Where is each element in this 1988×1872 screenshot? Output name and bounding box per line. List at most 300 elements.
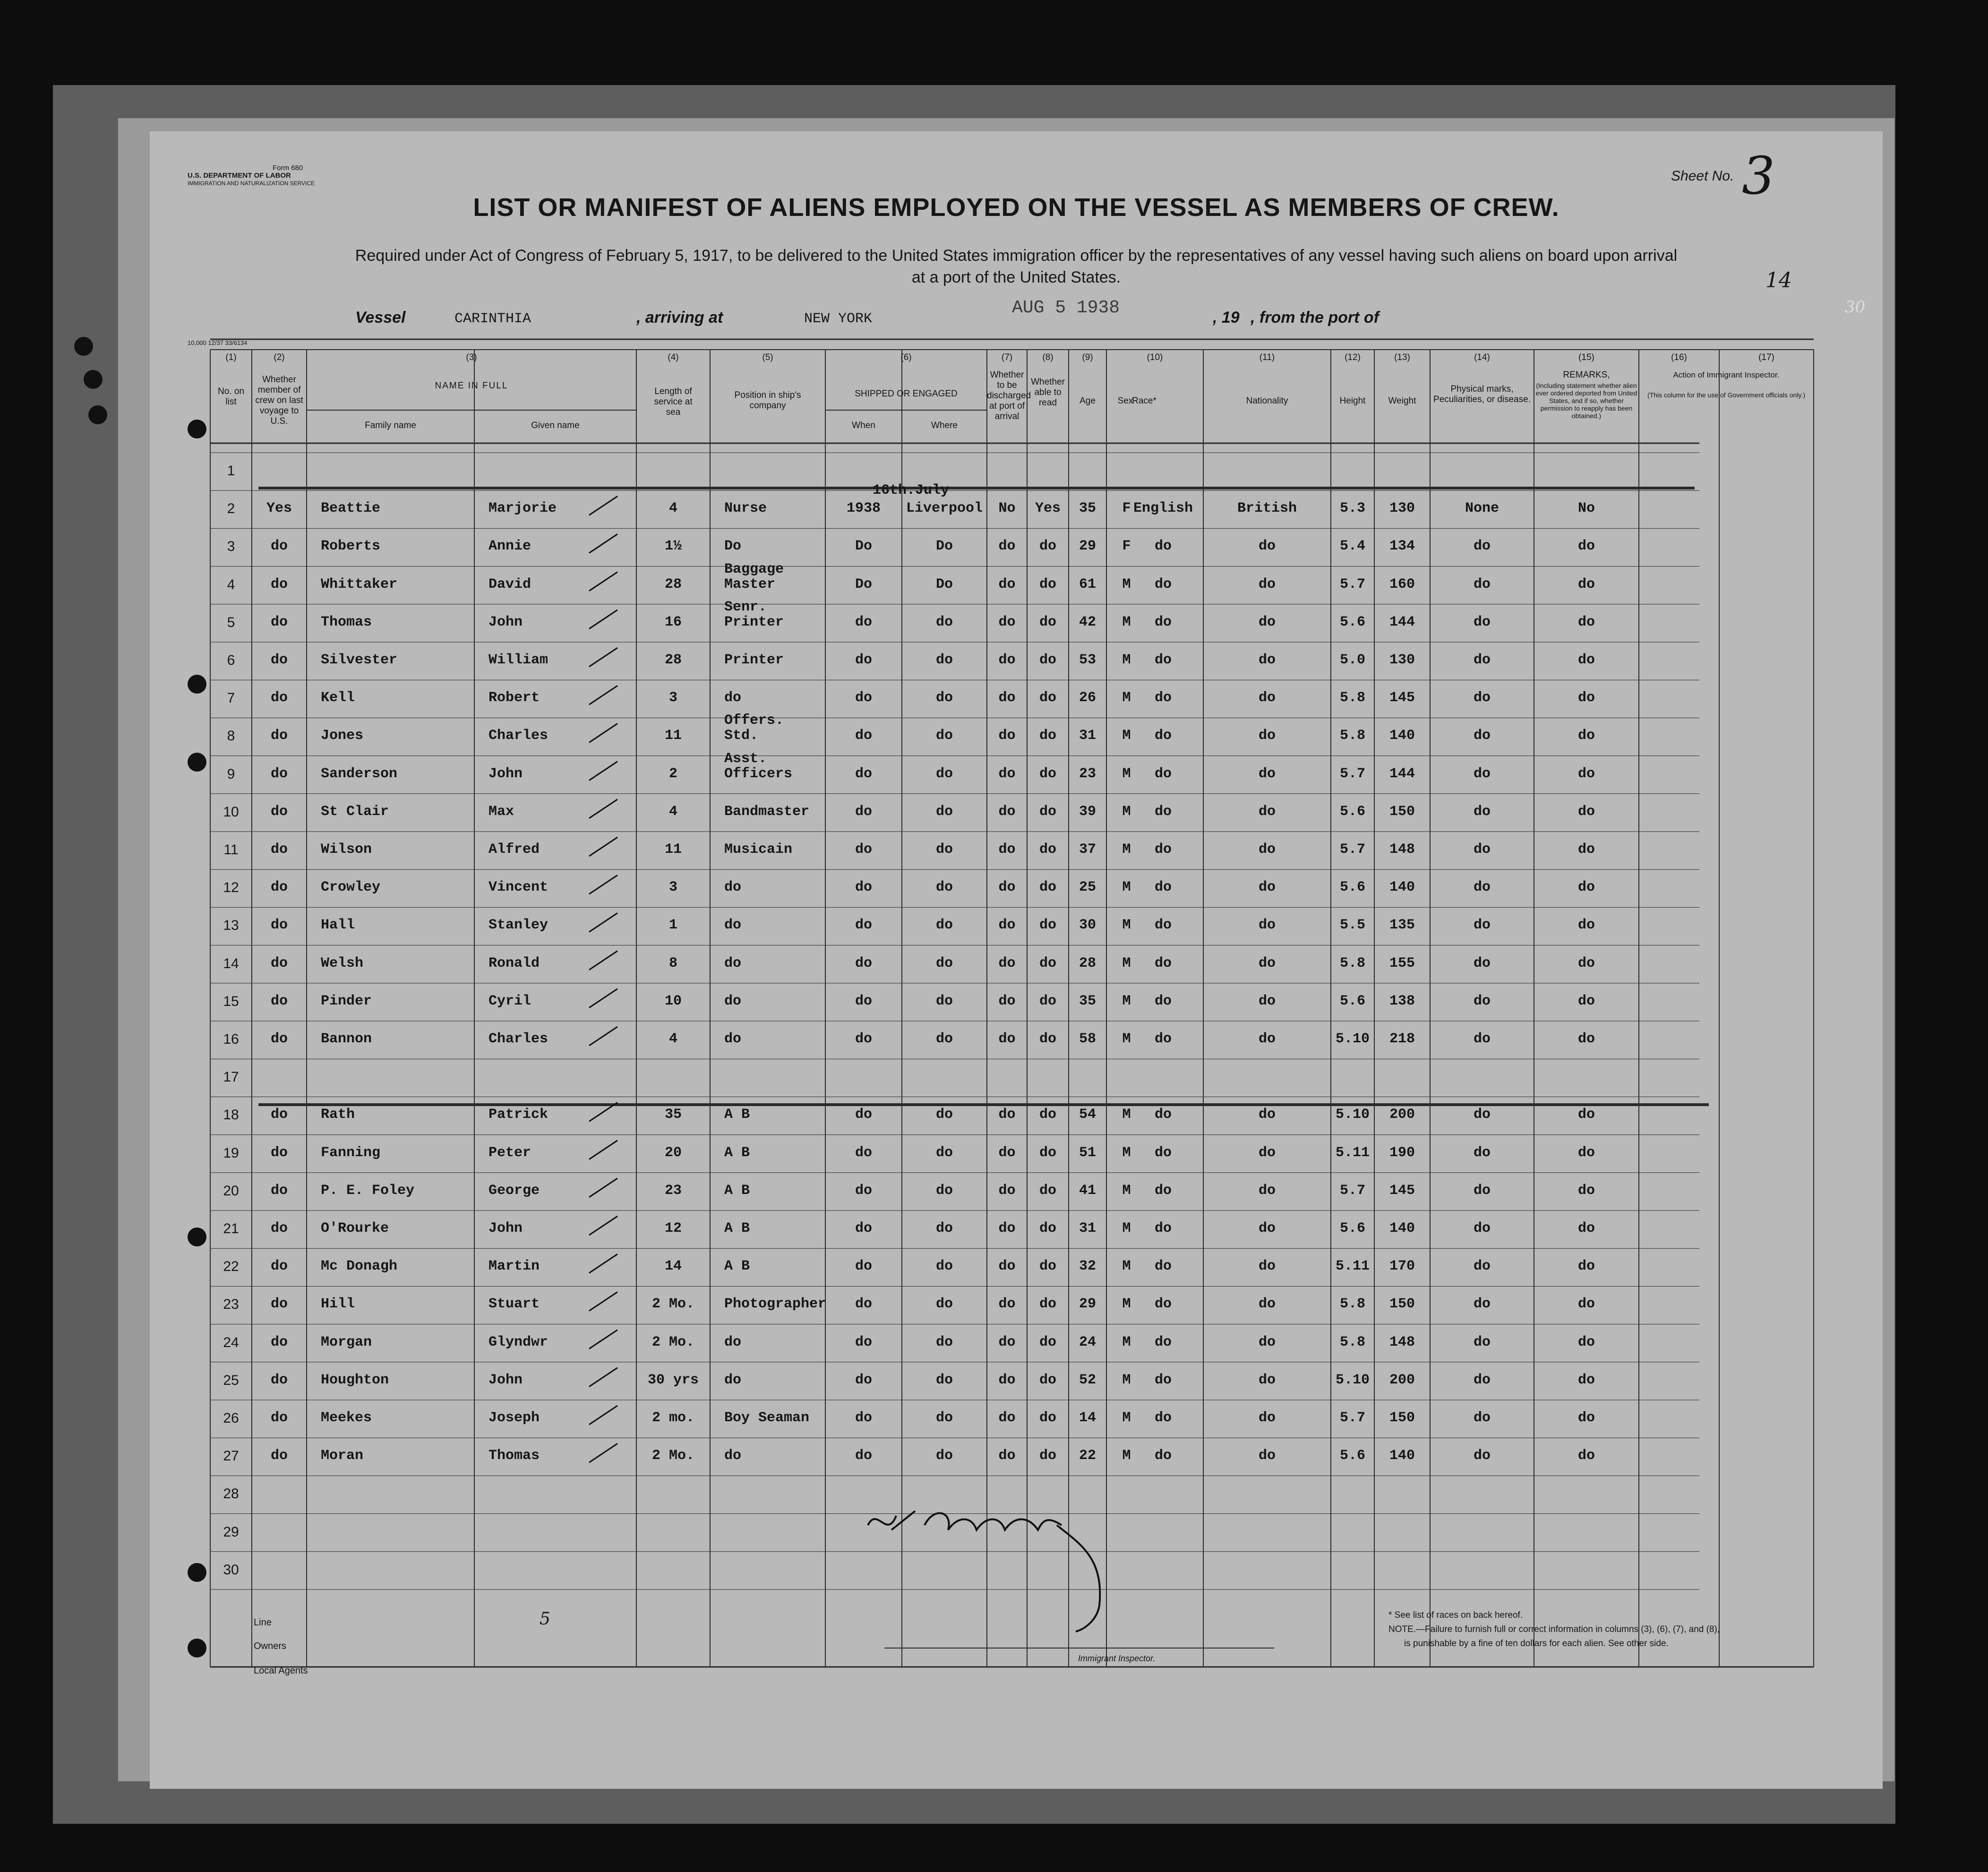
cell-sex: M (1122, 917, 1131, 934)
column-number: (8) (1042, 352, 1054, 362)
cell-given: Martin (488, 1258, 540, 1275)
cell-disch: do (998, 652, 1016, 668)
cell-family: P. E. Foley (321, 1182, 415, 1199)
cell-race: do (1154, 1296, 1172, 1313)
year-label: , 19 (1213, 309, 1240, 326)
cell-position: A B (724, 1258, 750, 1275)
cell-position: do (724, 917, 742, 934)
cell-phys: do (1473, 1334, 1491, 1350)
cell-age: 37 (1079, 842, 1096, 858)
cell-position: Bandmaster (724, 803, 810, 820)
cell-remarks: No (1577, 500, 1595, 517)
cell-when-top: 16th.July (873, 482, 950, 499)
cell-crew: do (270, 917, 288, 934)
cell-crew: do (270, 576, 288, 593)
cell-crew: do (270, 803, 288, 820)
cell-where: do (935, 955, 953, 971)
cell-length: 28 (664, 652, 682, 668)
cell-position: do (724, 1334, 742, 1350)
cell-weight: 155 (1389, 955, 1415, 971)
cell-age: 22 (1079, 1448, 1096, 1464)
cell-sex: M (1122, 1182, 1131, 1199)
cell-crew: do (270, 955, 288, 971)
cell-nat: do (1258, 1334, 1276, 1350)
cell-crew: do (270, 1144, 288, 1161)
cell-read: do (1039, 690, 1056, 706)
cell-race: do (1154, 690, 1172, 706)
cell-height: 5.7 (1339, 765, 1365, 782)
cell-weight: 140 (1389, 1220, 1415, 1237)
cell-length: 14 (664, 1258, 682, 1275)
cell-height: 5.11 (1335, 1258, 1370, 1275)
cell-weight: 130 (1389, 500, 1415, 517)
cell-age: 25 (1079, 879, 1096, 896)
cell-nat: do (1258, 1258, 1276, 1275)
cell-family: Morgan (321, 1334, 372, 1350)
cell-sex: M (1122, 993, 1131, 1009)
cell-position-top: Asst. (724, 750, 767, 767)
cell-length: 20 (664, 1144, 682, 1161)
cell-disch: do (998, 1296, 1016, 1313)
cell-remarks: do (1577, 1372, 1595, 1388)
cell-position: A B (724, 1107, 750, 1123)
cell-length: 4 (668, 1031, 677, 1047)
cell-where: do (935, 1220, 953, 1237)
cell-nat: do (1258, 690, 1276, 706)
sheet-label: Sheet No. (1671, 168, 1734, 184)
cell-disch: do (998, 614, 1016, 630)
cell-race: do (1154, 803, 1172, 820)
cell-where: do (935, 842, 953, 858)
cell-when: do (855, 1220, 872, 1237)
cell-given: John (488, 614, 523, 630)
cell-race: do (1154, 728, 1172, 744)
cell-position: Std. (724, 728, 759, 744)
cell-height: 5.6 (1339, 1220, 1365, 1237)
manifest-page (150, 131, 1883, 1789)
cell-age: 42 (1079, 614, 1096, 630)
cell-position-top: Senr. (724, 599, 767, 615)
cell-remarks: do (1577, 1182, 1595, 1199)
cell-sex: M (1122, 1258, 1131, 1275)
cell-weight: 140 (1389, 728, 1415, 744)
cell-nat: do (1258, 765, 1276, 782)
cell-given: Peter (488, 1144, 531, 1161)
cell-family: Fanning (321, 1144, 381, 1161)
cell-sex: M (1122, 1410, 1131, 1426)
cell-disch: do (998, 1107, 1016, 1123)
cell-position: Printer (724, 614, 784, 630)
form-dept: U.S. DEPARTMENT OF LABOR (188, 172, 291, 180)
cell-age: 31 (1079, 1220, 1096, 1237)
cell-read: do (1039, 576, 1056, 593)
cell-length: 10 (664, 993, 682, 1009)
cell-remarks: do (1577, 1220, 1595, 1237)
cell-nat: do (1258, 879, 1276, 896)
cell-sex: M (1122, 1144, 1131, 1161)
cell-family: Kell (321, 690, 355, 706)
punch-hole (84, 370, 103, 389)
cell-read: do (1039, 917, 1056, 934)
cell-position: A B (724, 1220, 750, 1237)
cell-remarks: do (1577, 879, 1595, 896)
column-number: (16) (1671, 352, 1687, 362)
cell-nat: do (1258, 1448, 1276, 1464)
cell-sex: M (1122, 1107, 1131, 1123)
cell-remarks: do (1577, 728, 1595, 744)
cell-nat: do (1258, 842, 1276, 858)
page-subtitle: Required under Act of Congress of February 5, 1917, to be delivered to the United States immigration officer by the representatives of any vessel having such aliens on board upon arrival at a port of the United States. (355, 247, 1678, 286)
column-number: (17) (1758, 352, 1774, 362)
cell-position-top: Baggage (724, 561, 784, 577)
cell-remarks: do (1577, 1448, 1595, 1464)
cell-crew: do (270, 1220, 288, 1237)
cell-sex: M (1122, 955, 1131, 971)
header-age: Age (1080, 396, 1096, 406)
cell-age: 31 (1079, 728, 1096, 744)
cell-disch: do (998, 690, 1016, 706)
column-number: (6) (900, 352, 912, 362)
cell-position: Musicain (724, 842, 793, 858)
cell-given: Patrick (488, 1107, 548, 1123)
row-number: 29 (223, 1524, 239, 1540)
cell-read: do (1039, 993, 1056, 1009)
header-length-service: Length of service at sea (654, 386, 693, 417)
cell-phys: do (1473, 917, 1491, 934)
cell-height: 5.6 (1339, 1448, 1365, 1464)
cell-phys: do (1473, 690, 1491, 706)
cell-disch: do (998, 728, 1016, 744)
cell-age: 23 (1079, 765, 1096, 782)
cell-disch: do (998, 1258, 1016, 1275)
cell-phys: do (1473, 765, 1491, 782)
row-number: 3 (227, 539, 235, 555)
cell-read: do (1039, 1031, 1056, 1047)
cell-when: do (855, 1258, 872, 1275)
cell-where: do (935, 879, 953, 896)
row-number: 6 (227, 653, 235, 668)
row-number: 5 (227, 614, 235, 630)
cell-read: do (1039, 1107, 1056, 1123)
header-nationality: Nationality (1246, 396, 1288, 406)
cell-weight: 140 (1389, 1448, 1415, 1464)
header-sex: Sex (1117, 396, 1133, 406)
cell-remarks: do (1577, 917, 1595, 934)
cell-age: 30 (1079, 917, 1096, 934)
cell-where: do (935, 1144, 953, 1161)
cell-length: 28 (664, 576, 682, 593)
column-number: (3) (466, 352, 477, 362)
cell-height: 5.7 (1339, 1182, 1365, 1199)
cell-where: do (935, 652, 953, 668)
cell-nat: do (1258, 1410, 1276, 1426)
cell-family: Silvester (321, 652, 398, 668)
cell-height: 5.6 (1339, 803, 1365, 820)
cell-phys: do (1473, 1144, 1491, 1161)
cell-sex: M (1122, 728, 1131, 744)
cell-nat: do (1258, 917, 1276, 934)
cell-crew: do (270, 538, 288, 555)
cell-race: do (1154, 1144, 1172, 1161)
cell-nat: do (1258, 728, 1276, 744)
row-number: 27 (223, 1448, 239, 1464)
cell-phys: do (1473, 1107, 1491, 1123)
row-number: 4 (227, 576, 235, 593)
cell-position: do (724, 1448, 742, 1464)
cell-sex: M (1122, 690, 1131, 706)
cell-height: 5.8 (1339, 690, 1365, 706)
cell-sex: M (1122, 1448, 1131, 1464)
cell-given: Ronald (488, 955, 540, 971)
cell-given: David (488, 576, 531, 593)
cell-family: Bannon (321, 1031, 372, 1047)
cell-age: 29 (1079, 538, 1096, 555)
row-number: 24 (223, 1334, 239, 1350)
cell-where: do (935, 690, 953, 706)
cell-when: 1938 (846, 500, 881, 517)
cell-given: John (488, 1220, 523, 1237)
cell-where: Do (935, 576, 953, 593)
cell-family: Sanderson (321, 765, 398, 782)
cell-disch: No (998, 500, 1016, 517)
cell-position: do (724, 879, 742, 896)
cell-read: do (1039, 955, 1056, 971)
cell-family: Rath (321, 1107, 355, 1123)
row-number: 15 (223, 993, 239, 1009)
cell-disch: do (998, 917, 1016, 934)
cell-given: Vincent (488, 879, 548, 896)
cell-weight: 200 (1389, 1372, 1415, 1388)
column-number: (11) (1259, 352, 1275, 362)
cell-when: do (855, 614, 872, 630)
cell-given: Joseph (488, 1410, 540, 1426)
cell-phys: None (1465, 500, 1499, 517)
cell-crew: do (270, 1372, 288, 1388)
cell-when: do (855, 1182, 872, 1199)
cell-age: 32 (1079, 1258, 1096, 1275)
column-number: (12) (1345, 352, 1361, 362)
cell-when: Do (855, 576, 872, 593)
cell-sex: M (1122, 765, 1131, 782)
header-position: Position in ship's company (734, 390, 801, 411)
cell-given: Charles (488, 1031, 548, 1047)
row-number: 12 (223, 880, 239, 896)
cell-weight: 148 (1389, 842, 1415, 858)
cell-nat: do (1258, 955, 1276, 971)
cell-race: do (1154, 1410, 1172, 1426)
row-number: 7 (227, 690, 235, 706)
cell-position: do (724, 955, 742, 971)
cell-nat: do (1258, 1220, 1276, 1237)
cell-race: do (1154, 614, 1172, 630)
cell-weight: 138 (1389, 993, 1415, 1009)
cell-phys: do (1473, 614, 1491, 630)
cell-nat: do (1258, 1031, 1276, 1047)
row-number: 14 (223, 955, 239, 971)
cell-given: Stuart (488, 1296, 540, 1313)
cell-remarks: do (1577, 1258, 1595, 1275)
cell-read: do (1039, 1372, 1056, 1388)
cell-age: 41 (1079, 1182, 1096, 1199)
cell-position: Do (724, 538, 742, 555)
cell-age: 51 (1079, 1144, 1096, 1161)
cell-position: Officers (724, 765, 793, 782)
cell-given: George (488, 1182, 540, 1199)
print-code: 10,000 12/37 33/6134 (188, 339, 248, 346)
cell-weight: 145 (1389, 690, 1415, 706)
cell-where: do (935, 1107, 953, 1123)
cell-nat: do (1258, 1296, 1276, 1313)
cell-position: Master (724, 576, 776, 593)
cell-length: 23 (664, 1182, 682, 1199)
cell-age: 35 (1079, 500, 1096, 517)
cell-family: Houghton (321, 1372, 389, 1388)
date-stamp: AUG 5 1938 (1012, 298, 1120, 318)
cell-disch: do (998, 765, 1016, 782)
cell-when: do (855, 993, 872, 1009)
cell-when: do (855, 879, 872, 896)
cell-sex: F (1122, 538, 1131, 555)
cell-weight: 140 (1389, 879, 1415, 896)
inspector-label: Immigrant Inspector. (1078, 1654, 1156, 1663)
cell-nat: do (1258, 1107, 1276, 1123)
cell-crew: do (270, 842, 288, 858)
cell-phys: do (1473, 576, 1491, 593)
cell-when: Do (855, 538, 872, 555)
cell-age: 24 (1079, 1334, 1096, 1350)
column-number: (1) (225, 352, 237, 362)
cell-position: do (724, 1031, 742, 1047)
cell-read: do (1039, 842, 1056, 858)
cell-when: do (855, 1410, 872, 1426)
cell-phys: do (1473, 538, 1491, 555)
cell-weight: 144 (1389, 765, 1415, 782)
header-able-read: Whether able to read (1031, 377, 1065, 408)
cell-family: Thomas (321, 614, 372, 630)
cell-family: Mc Donagh (321, 1258, 398, 1275)
cell-family: Roberts (321, 538, 381, 555)
cell-read: do (1039, 1258, 1056, 1275)
cell-disch: do (998, 842, 1016, 858)
cell-race: do (1154, 1031, 1172, 1047)
cell-phys: do (1473, 1296, 1491, 1313)
cell-read: Yes (1035, 500, 1061, 517)
cell-length: 3 (668, 690, 677, 706)
cell-sex: M (1122, 614, 1131, 630)
form-service: IMMIGRATION AND NATURALIZATION SERVICE (188, 180, 315, 187)
cell-length: 11 (664, 728, 682, 744)
cell-read: do (1039, 1448, 1056, 1464)
header-when: When (852, 421, 875, 430)
cell-age: 54 (1079, 1107, 1096, 1123)
cell-position: do (724, 993, 742, 1009)
cell-remarks: do (1577, 1410, 1595, 1426)
header-remarks-sub: (Including statement whether alien ever ordered deported from United States, and if so, whether permission to reapply has been obtained.) (1535, 382, 1637, 420)
note-line-2: is punishable by a fine of ten dollars for each alien. See other side. (1404, 1639, 1669, 1649)
cell-sex: M (1122, 1031, 1131, 1047)
cell-disch: do (998, 1144, 1016, 1161)
cell-where: do (935, 1031, 953, 1047)
cell-read: do (1039, 652, 1056, 668)
row-number: 17 (223, 1069, 239, 1085)
cell-phys: do (1473, 1220, 1491, 1237)
cell-weight: 190 (1389, 1144, 1415, 1161)
cell-weight: 130 (1389, 652, 1415, 668)
cell-remarks: do (1577, 993, 1595, 1009)
header-name-in-full: NAME IN FULL (435, 381, 508, 391)
header-race: Race* (1132, 396, 1157, 406)
column-number: (9) (1082, 352, 1093, 362)
cell-nat: do (1258, 803, 1276, 820)
cell-given: John (488, 765, 523, 782)
cell-race: do (1154, 955, 1172, 971)
cell-phys: do (1473, 1182, 1491, 1199)
cell-where: do (935, 993, 953, 1009)
cell-nat: do (1258, 993, 1276, 1009)
cell-race: do (1154, 1182, 1172, 1199)
cell-sex: M (1122, 1220, 1131, 1237)
cell-race: do (1154, 917, 1172, 934)
cell-where: do (935, 1372, 953, 1388)
cell-age: 29 (1079, 1296, 1096, 1313)
cell-position: do (724, 690, 742, 706)
row-number: 16 (223, 1031, 239, 1047)
cell-where: do (935, 1410, 953, 1426)
cell-where: do (935, 728, 953, 744)
cell-read: do (1039, 538, 1056, 555)
cell-height: 5.10 (1335, 1107, 1370, 1123)
row-number: 13 (223, 918, 239, 934)
cell-age: 53 (1079, 652, 1096, 668)
cell-phys: do (1473, 879, 1491, 896)
cell-disch: do (998, 1334, 1016, 1350)
cell-nat: British (1237, 500, 1297, 517)
cell-given: Thomas (488, 1448, 540, 1464)
cell-when: do (855, 1334, 872, 1350)
cell-given: Glyndwr (488, 1334, 548, 1350)
cell-nat: do (1258, 652, 1276, 668)
header-family-name: Family name (365, 421, 416, 430)
cell-height: 5.8 (1339, 955, 1365, 971)
cell-read: do (1039, 1334, 1056, 1350)
corner-mark: 14 (1765, 268, 1792, 292)
cell-disch: do (998, 1372, 1016, 1388)
cell-weight: 150 (1389, 1410, 1415, 1426)
cell-sex: M (1122, 1296, 1131, 1313)
header-given-name: Given name (531, 421, 580, 430)
cell-height: 5.10 (1335, 1031, 1370, 1047)
column-number: (2) (274, 352, 285, 362)
cell-when: do (855, 1372, 872, 1388)
cell-race: do (1154, 1334, 1172, 1350)
column-number: (4) (668, 352, 679, 362)
cell-sex: M (1122, 576, 1131, 593)
row-number: 18 (223, 1107, 239, 1123)
header-height: Height (1339, 396, 1366, 406)
cell-height: 5.7 (1339, 576, 1365, 593)
cell-when: do (855, 1031, 872, 1047)
cell-weight: 160 (1389, 576, 1415, 593)
cell-crew: do (270, 765, 288, 782)
cell-remarks: do (1577, 1296, 1595, 1313)
cell-height: 5.10 (1335, 1372, 1370, 1388)
punch-hole (74, 337, 93, 356)
cell-given: William (488, 652, 548, 668)
cell-given: Annie (488, 538, 531, 555)
cell-when: do (855, 955, 872, 971)
cell-phys: do (1473, 652, 1491, 668)
cell-given: Alfred (488, 842, 540, 858)
